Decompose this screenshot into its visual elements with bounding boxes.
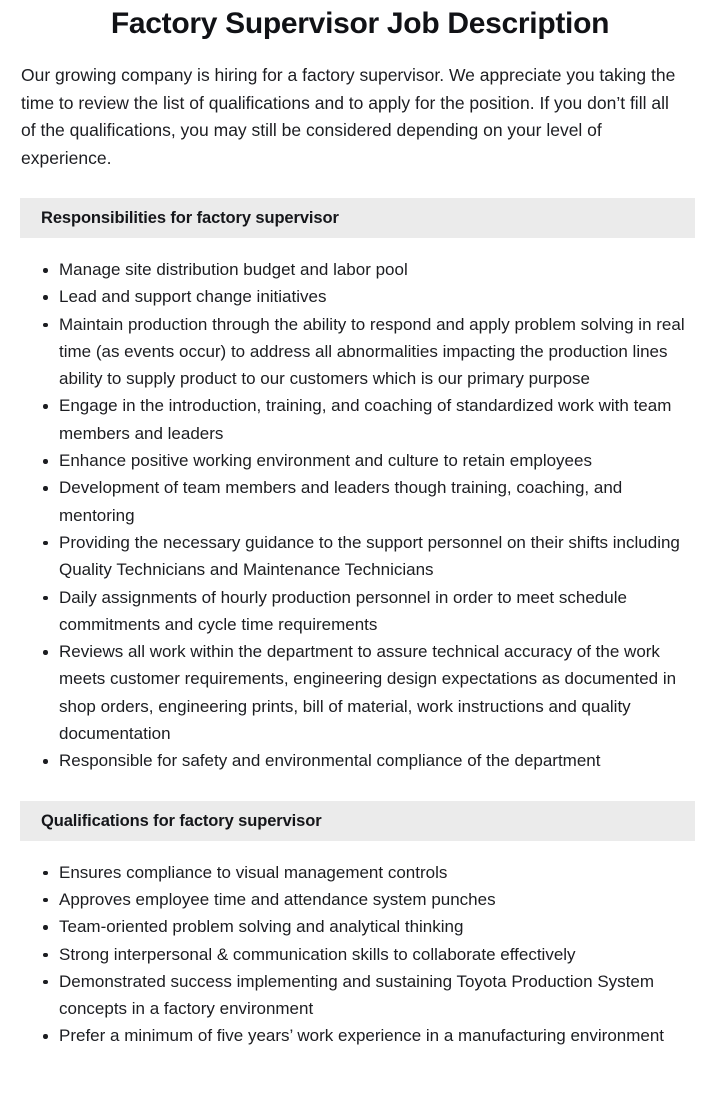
section-heading-label: Responsibilities for factory supervisor (41, 209, 339, 227)
list-item: Responsible for safety and environmental compliance of the department (0, 747, 720, 774)
list-item: Enhance positive working environment and culture to retain employees (0, 447, 720, 474)
list-item: Approves employee time and attendance system punches (0, 886, 720, 913)
list-item: Manage site distribution budget and labor pool (0, 256, 720, 283)
responsibilities-list (0, 256, 720, 775)
list-item: Engage in the introduction, training, and coaching of standardized work with team members and leaders (0, 392, 720, 447)
list-item: Reviews all work within the department to assure technical accuracy of the work meets customer requirements, engineering design expectations as documented in shop orders, engineering prints, bill of material, work instructions and quality documentation (0, 638, 720, 747)
list-item: Development of team members and leaders though training, coaching, and mentoring (0, 474, 720, 529)
page-title: Factory Supervisor Job Description (110, 7, 610, 40)
section-header-qualifications (20, 801, 695, 841)
intro-paragraph: Our growing company is hiring for a factory supervisor. We appreciate you taking the time to review the list of qualifications and to apply for the position. If you don’t fill all of the qualifications, you may still be considered depending on your level of experience. (21, 65, 676, 168)
qualifications-list (0, 859, 720, 1050)
list-item: Strong interpersonal & communication skills to collaborate effectively (0, 941, 720, 968)
list-item: Team-oriented problem solving and analytical thinking (0, 913, 720, 940)
list-item: Ensures compliance to visual management controls (0, 859, 720, 886)
list-item: Daily assignments of hourly production personnel in order to meet schedule commitments and cycle time requirements (0, 584, 720, 639)
section-heading-label: Qualifications for factory supervisor (41, 811, 322, 830)
list-item: Maintain production through the ability to respond and apply problem solving in real time (as events occur) to address all abnormalities impacting the production lines ability to supply product to our customers which is our primary purpose (0, 311, 720, 393)
list-item: Prefer a minimum of five years’ work experience in a manufacturing environment (0, 1022, 720, 1049)
section-header-responsibilities (20, 198, 695, 238)
list-item: Providing the necessary guidance to the support personnel on their shifts including Quality Technicians and Maintenance Technicians (0, 529, 720, 584)
list-item: Lead and support change initiatives (0, 283, 720, 310)
list-item: Demonstrated success implementing and sustaining Toyota Production System concepts in a factory environment (0, 968, 720, 1023)
